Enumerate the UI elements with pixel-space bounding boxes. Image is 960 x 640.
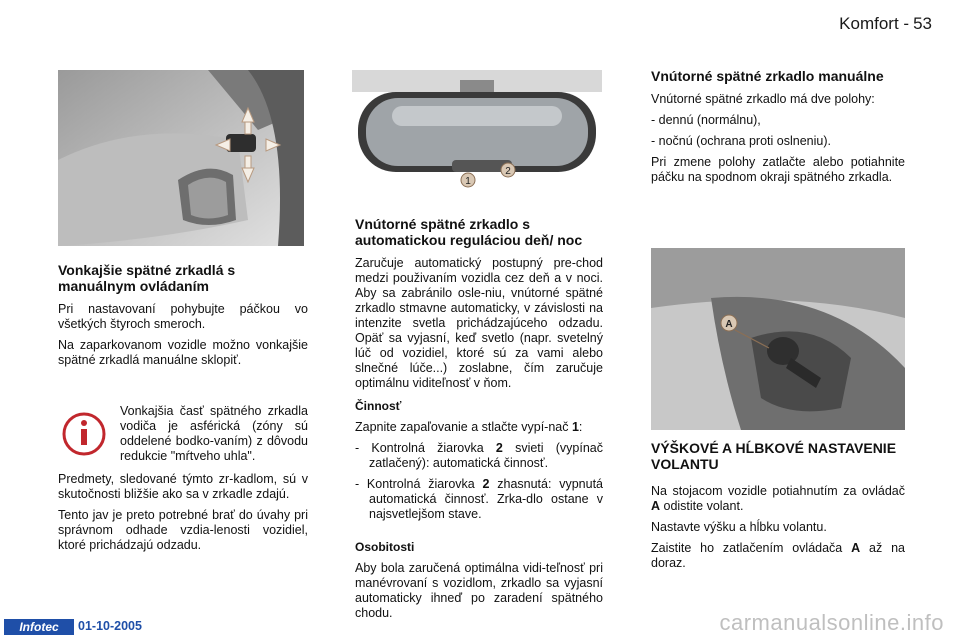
operation-subtitle: Činnosť: [355, 399, 402, 413]
footer-date: 01-10-2005: [78, 619, 142, 633]
column-manual-mirror: [651, 68, 905, 191]
auto-mirror-p1: Zaručuje automatický postupný pre-chod medzi použivaním vozidla cez deň a v noci. Aby sa zabránilo osle-niu, vnútorné spätné zrkadlo stmavne automaticky, v závislosti na intenzite svetla prichádzajúceho odzadu. Opäť sa vyjasní, keď svetlo (napr. svetelný lúč od vozidiel, ktoré sú za vami alebo slnečné lúče...) zoslabne, čím zaručuje optimálnu viditeľnosť v ňom.: [355, 256, 603, 390]
steering-p3: Zaistite ho zatlačením ovládača A až na doraz.: [651, 541, 905, 570]
exterior-mirror-p4: Tento jav je preto potrebné brať do úvahy pri správnom odhade vzdia-lenosti vozidiel, ktoré prichádzajú odzadu.: [58, 508, 308, 552]
info-note-text: Vonkajšia časť spätného zrkadla vodiča je asférická (zóny sú oddelené bodko-vaním) z dôvodu redukcie "mŕtveho uhla".: [120, 404, 308, 463]
steering-title: VÝŠKOVÉ A HĹBKOVÉ NASTAVENIE VOLANTU: [651, 440, 897, 472]
interior-auto-mirror-photo: [352, 70, 602, 200]
exterior-mirror-p2: Na zaparkovanom vozidle možno vonkajšie spätné zrkadlá manuálne sklopiť.: [58, 338, 308, 367]
steering-p1: Na stojacom vozidle potiahnutím za ovládač A odistite volant.: [651, 484, 905, 513]
column-auto-mirror: [355, 216, 603, 627]
column-exterior-notes: [58, 472, 308, 559]
label-a: A: [725, 319, 733, 330]
operation-item-2: - Kontrolná žiarovka 2 zhasnutá: vypnutá automatická činnosť. Zrka-dlo ostane v najsvetlejšom stave.: [355, 477, 604, 521]
operation-p1: Zapnite zapaľovanie a stlačte vypí-nač 1:: [355, 420, 583, 434]
manual-mirror-title: Vnútorné spätné zrkadlo manuálne: [651, 68, 884, 84]
operation-item-1: - Kontrolná žiarovka 2 svieti (vypínač zatlačený): automatická činnosť.: [355, 441, 604, 470]
steering-p2: Nastavte výšku a hĺbku volantu.: [651, 520, 827, 534]
watermark: carmanualsonline.info: [719, 610, 944, 635]
column-steering: [651, 440, 905, 577]
column-exterior-mirrors: [58, 262, 308, 374]
manual-mirror-item-2: - nočnú (ochrana proti oslneniu).: [651, 134, 831, 148]
page-number: 53: [913, 14, 932, 33]
exterior-mirror-photo: [58, 70, 304, 246]
manual-mirror-item-1: - dennú (normálnu),: [651, 113, 761, 127]
features-p1: Aby bola zaručená optimálna vidi-teľnosť pri manévrovaní s vozidlom, zrkadlo sa vyjasní automaticky ihneď po zaradení spätného chodu.: [355, 561, 603, 620]
label-1: 1: [465, 176, 471, 187]
manual-mirror-p1: Vnútorné spätné zrkadlo má dve polohy:: [651, 92, 875, 106]
info-note: [120, 404, 308, 470]
features-subtitle: Osobitosti: [355, 540, 415, 554]
label-2: 2: [505, 166, 511, 177]
steering-lever-photo: [651, 248, 905, 430]
header-section: Komfort -: [839, 14, 910, 33]
exterior-mirror-p3: Predmety, sledované týmto zr-kadlom, sú v skutočnosti bližšie ako sa v zrkadle zdajú.: [58, 472, 308, 501]
infotec-logo: Infotec: [4, 619, 74, 635]
manual-mirror-p2: Pri zmene polohy zatlačte alebo potiahnite páčku na spodnom okraji spätného zrkadla.: [651, 155, 905, 184]
page-header: [839, 14, 932, 34]
exterior-mirror-title: Vonkajšie spätné zrkadlá s manuálnym ovládaním: [58, 262, 236, 294]
auto-mirror-title: Vnútorné spätné zrkadlo s automatickou reguláciou deň/ noc: [355, 216, 583, 248]
info-icon: [60, 410, 112, 458]
exterior-mirror-p1: Pri nastavovaní pohybujte páčkou vo všetkých štyroch smeroch.: [58, 302, 308, 331]
